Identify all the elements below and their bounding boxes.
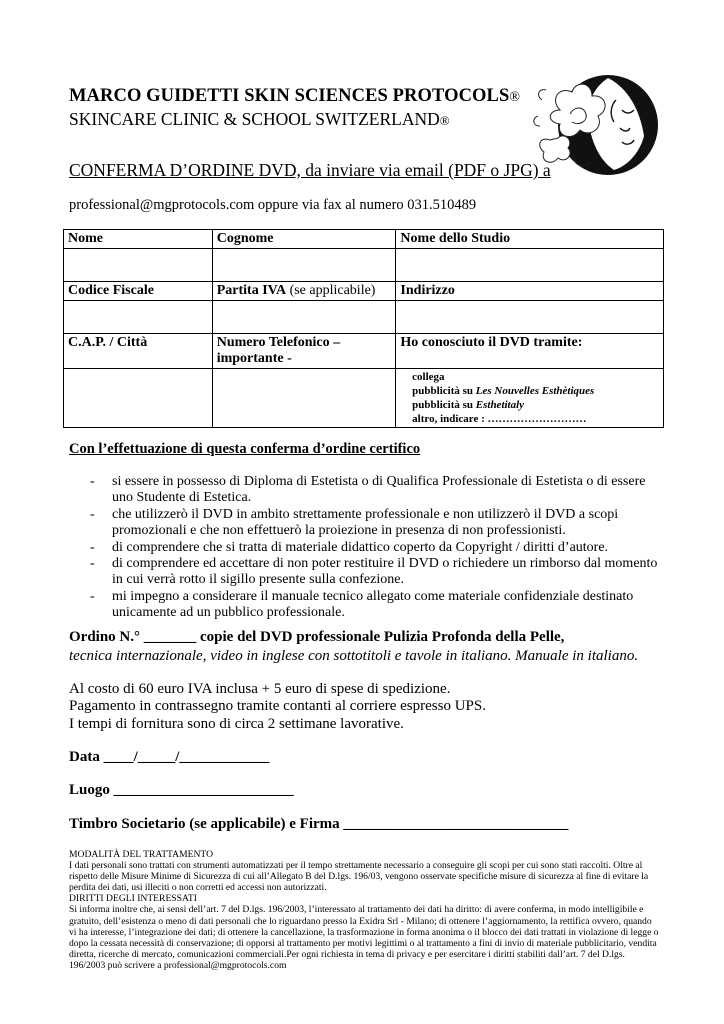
option-pub-prefix: pubblicità su — [412, 399, 476, 411]
privacy-text: I dati personali sono trattati con strumenti automatizzati per il tempo strettamente necessario a conseguire gli scopi per cui sono stati raccolti. Oltre al rispetto delle Misure Minime di Sicurezza di cui all’Allegato B del D.lgs. 196/03, vengono osservate specifiche misure di sicurezza al fine di evitare la perdita dei dati, usi illeciti o non corretti ed accessi non autorizzati. — [69, 860, 649, 894]
company-subtitle-text: SKINCARE CLINIC & SCHOOL SWITZERLAND — [69, 109, 440, 129]
label-cognome: Cognome — [212, 230, 396, 249]
field-cognome[interactable] — [212, 249, 396, 282]
label-cap-citta: C.A.P. / Città — [64, 334, 213, 369]
registered-mark: ® — [439, 113, 450, 128]
field-cap-citta[interactable] — [64, 369, 213, 428]
order-quantity-line[interactable]: Ordino N.° _______ copie del DVD professionale Pulizia Profonda della Pelle, — [69, 629, 565, 645]
option-pub-magazine: Esthetitaly — [475, 399, 525, 411]
dash-bullet: - — [90, 506, 95, 522]
field-nome[interactable] — [64, 249, 213, 282]
date-field[interactable]: Data ____/_____/____________ — [69, 749, 270, 765]
dash-bullet: - — [90, 588, 95, 604]
label-telefono: Numero Telefonico – importante - — [212, 334, 396, 369]
registered-mark: ® — [509, 90, 521, 105]
option-altro-label: altro, indicare : ……………………… — [412, 413, 587, 425]
label-nome: Nome — [64, 230, 213, 249]
field-partita-iva[interactable] — [212, 301, 396, 334]
privacy-notice — [69, 849, 659, 971]
form-input-row — [64, 369, 664, 428]
declaration-item — [90, 540, 660, 556]
label-codice-fiscale: Codice Fiscale — [64, 282, 213, 301]
declaration-text: si essere in possesso di Diploma di Estetista o di Qualifica Professionale di Estetista o di essere uno Studente di Estetica. — [112, 474, 646, 506]
field-nome-studio[interactable] — [396, 249, 664, 282]
place-field[interactable]: Luogo ________________________ — [69, 782, 294, 798]
field-indirizzo[interactable] — [396, 301, 664, 334]
option-altro[interactable] — [400, 412, 659, 426]
dash-bullet: - — [90, 556, 95, 572]
field-telefono[interactable] — [212, 369, 396, 428]
stamp-signature-field[interactable]: Timbro Societario (se applicabile) e Firma ______________________________ — [69, 816, 569, 832]
label-partita-iva-bold: Partita IVA — [216, 283, 287, 298]
declaration-text: di comprendere che si tratta di materiale didattico coperto da Copyright / diritti d’autore. — [112, 539, 609, 555]
option-pub-esthetitaly[interactable] — [400, 398, 659, 412]
label-indirizzo: Indirizzo — [396, 282, 664, 301]
customer-form-table — [63, 229, 664, 428]
field-codice-fiscale[interactable] — [64, 301, 213, 334]
declaration-text: di comprendere ed accettare di non poter restituire il DVD o richiedere un rimborso dal momento in cui verrà rotto il sigillo presente sulla confezione. — [112, 556, 658, 588]
option-pub-nouvelles[interactable] — [400, 384, 659, 398]
privacy-heading: MODALITÀ DEL TRATTAMENTO — [69, 849, 214, 860]
option-pub-prefix: pubblicità su — [412, 385, 476, 397]
dash-bullet: - — [90, 474, 95, 489]
confirm-order-title: CONFERMA D’ORDINE DVD, da inviare via email (PDF o JPG) a — [69, 160, 551, 180]
option-pub-magazine: Les Nouvelles Esthètiques — [475, 385, 595, 397]
declaration-item — [90, 589, 660, 622]
label-partita-iva — [212, 282, 396, 301]
privacy-text: Si informa inoltre che, ai sensi dell’art. 7 del D.lgs. 196/2003, l’interessato al trattamento dei dati ha diritto: di avere conferma, in modo intelligibile e gratuito, dell’esistenza o meno di dati personali che lo riguardano presso la Exidra Srl - Milano; di ottenere l’aggiornamento, la rettifica ovvero, quando vi ha interesse, l’integrazione dei dati; di ottenere la cancellazione, la trasformazione in forma anonima o il blocco dei dati trattati in violazione di legge o dopo la cessata necessità di conservazione; di opporsi al trattamento per motivi legittimi o al trattamento a fini di invio di materiale pubblicitario, vendita diretta, ricerche di mercato, comunicazioni commerciali.Per ogni richiesta in tema di privacy e per esercitare i diritti stabiliti dall’art. 7 del D.lgs. 196/2003 può scrivere a professional@mgprotocols.com — [69, 904, 659, 971]
form-header-row — [64, 230, 664, 249]
form-header-row — [64, 282, 664, 301]
contact-line: professional@mgprotocols.com oppure via fax al numero 031.510489 — [69, 197, 477, 213]
form-input-row — [64, 249, 664, 282]
declaration-item — [90, 474, 660, 507]
declaration-item — [90, 556, 660, 589]
cost-line: Al costo di 60 euro IVA inclusa + 5 euro di spese di spedizione. — [69, 681, 451, 697]
label-partita-iva-note: (se applicabile) — [286, 283, 376, 298]
option-collega-label: collega — [412, 371, 445, 383]
declarations-list — [90, 474, 660, 622]
form-input-row — [64, 301, 664, 334]
form-header-row — [64, 334, 664, 369]
certify-heading: Con l’effettuazione di questa conferma d’ordine certifico — [69, 441, 421, 457]
privacy-heading: DIRITTI DEGLI INTERESSATI — [69, 893, 197, 905]
declaration-text: che utilizzerò il DVD in ambito strettamente professionale e non utilizzerò il DVD a scopi promozionali e che non effettuerò la proiezione in presenza di non professionisti. — [112, 506, 619, 539]
label-conosciuto: Ho conosciuto il DVD tramite: — [396, 334, 664, 369]
declaration-item — [90, 507, 660, 540]
option-collega[interactable] — [400, 370, 659, 384]
source-options — [396, 369, 664, 428]
company-subtitle — [69, 109, 450, 130]
company-name — [69, 86, 520, 107]
payment-line: Pagamento in contrassegno tramite contanti al corriere espresso UPS. — [69, 698, 486, 715]
delivery-line: I tempi di fornitura sono di circa 2 settimane lavorative. — [69, 715, 404, 732]
cost-info — [69, 681, 486, 733]
company-name-text: MARCO GUIDETTI SKIN SCIENCES PROTOCOLS — [69, 86, 510, 106]
label-nome-studio: Nome dello Studio — [396, 230, 664, 249]
dash-bullet: - — [90, 539, 95, 555]
declaration-text: mi impegno a considerare il manuale tecnico allegato come materiale confidenziale destinato unicamente ad un pubblico professionale. — [112, 588, 634, 621]
order-description: tecnica internazionale, video in inglese con sottotitoli e tavole in italiano. Manuale in italiano. — [69, 648, 639, 664]
